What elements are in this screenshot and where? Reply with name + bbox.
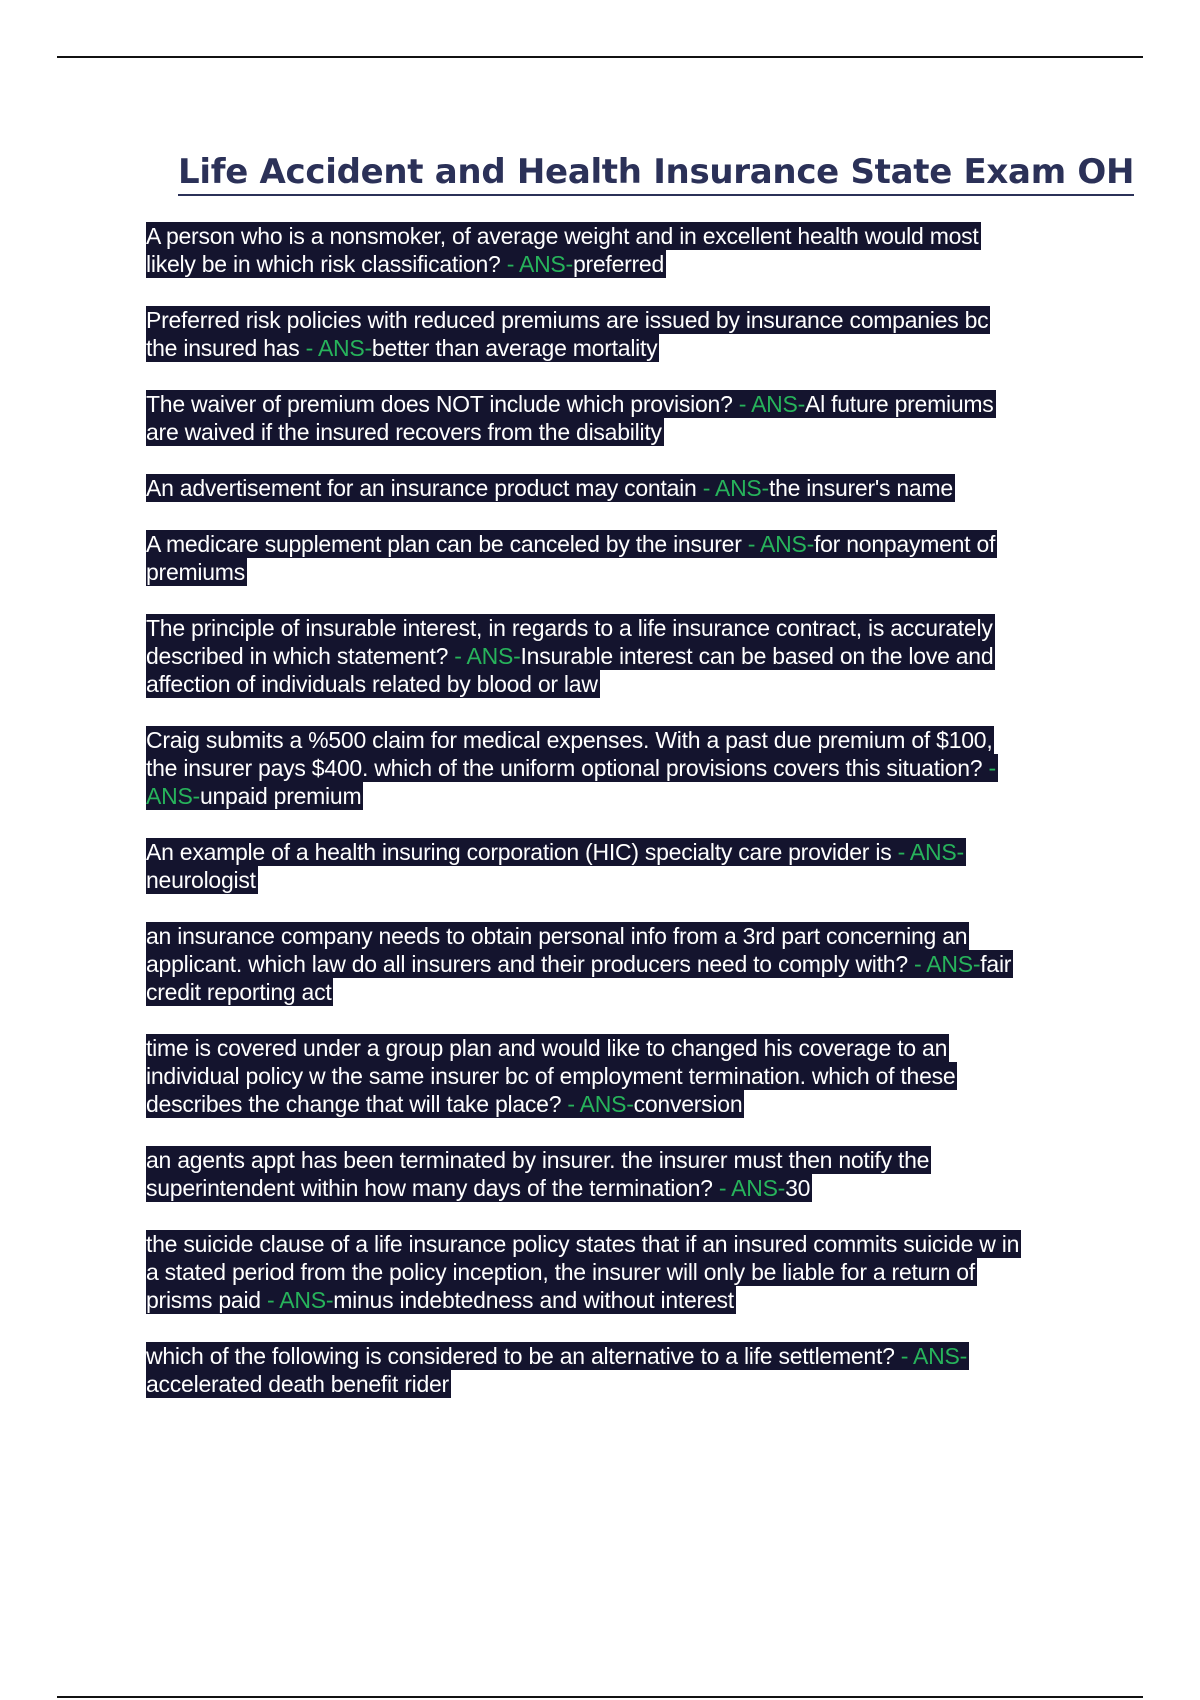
- ans-marker: - ANS-: [448, 643, 521, 669]
- question-text: individual policy w the same insurer bc of employment termination. which of these: [146, 1063, 956, 1089]
- qa-line: [146, 1342, 969, 1370]
- qa-line: [146, 670, 600, 698]
- answer-text: the insurer's name: [768, 475, 953, 501]
- qa-line: [146, 754, 998, 782]
- question-text: A medicare supplement plan can be canceled by the insurer: [146, 531, 742, 557]
- ans-marker: - ANS-: [260, 1287, 334, 1313]
- qa-item: [146, 1342, 1106, 1398]
- qa-item: [146, 1146, 1106, 1202]
- question-text: The waiver of premium does NOT include which provision?: [146, 391, 733, 417]
- question-text: the suicide clause of a life insurance policy states that if an insured commits suicide w in: [146, 1231, 1020, 1257]
- qa-line: [146, 978, 333, 1006]
- ans-marker: - ANS-: [712, 1175, 786, 1201]
- qa-line: [146, 838, 966, 866]
- question-text: which of the following is considered to be an alternative to a life settlement?: [146, 1343, 895, 1369]
- question-text: prisms paid: [146, 1287, 261, 1313]
- qa-line: [146, 1286, 736, 1314]
- qa-item: [146, 306, 1106, 362]
- qa-line: [146, 866, 258, 894]
- bottom-rule: [57, 1696, 1143, 1698]
- question-text: An example of a health insuring corporation (HIC) specialty care provider is: [146, 839, 892, 865]
- qa-line: [146, 222, 981, 250]
- question-text: described in which statement?: [146, 643, 449, 669]
- ans-marker: - ANS-: [696, 475, 769, 501]
- qa-line: [146, 530, 997, 558]
- question-text: accelerated death benefit rider: [146, 1371, 449, 1397]
- qa-line: [146, 642, 995, 670]
- question-text: the insurer pays $400. which of the uniform optional provisions covers this situation?: [146, 755, 983, 781]
- question-text: likely be in which risk classification?: [146, 251, 501, 277]
- answer-text: for nonpayment of: [814, 531, 996, 557]
- question-text: time is covered under a group plan and would like to changed his coverage to an: [146, 1035, 948, 1061]
- qa-item: [146, 922, 1106, 1006]
- ans-marker: ANS-: [146, 783, 200, 809]
- question-text: applicant. which law do all insurers and their producers need to comply with?: [146, 951, 908, 977]
- qa-item: [146, 474, 1106, 502]
- question-text: Preferred risk policies with reduced premiums are issued by insurance companies bc: [146, 307, 989, 333]
- ans-marker: - ANS-: [561, 1091, 634, 1117]
- question-text: The principle of insurable interest, in regards to a life insurance contract, is accurately: [146, 615, 993, 641]
- qa-line: [146, 1146, 931, 1174]
- qa-line: [146, 1062, 957, 1090]
- ans-marker: - ANS-: [299, 335, 372, 361]
- question-text: are waived if the insured recovers from the disability: [146, 419, 662, 445]
- qa-item: [146, 1230, 1106, 1314]
- qa-line: [146, 334, 659, 362]
- qa-item: [146, 390, 1106, 446]
- question-text: premiums: [146, 559, 245, 585]
- question-text: Craig submits a %500 claim for medical expenses. With a past due premium of $100,: [146, 727, 993, 753]
- ans-marker: - ANS-: [732, 391, 806, 417]
- answer-text: fair: [980, 951, 1012, 977]
- question-text: A person who is a nonsmoker, of average weight and in excellent health would most: [146, 223, 979, 249]
- ans-marker: - ANS-: [500, 251, 573, 277]
- qa-line: [146, 1090, 744, 1118]
- question-text: neurologist: [146, 867, 256, 893]
- qa-line: [146, 306, 990, 334]
- question-text: an agents appt has been terminated by insurer. the insurer must then notify the: [146, 1147, 930, 1173]
- qa-line: [146, 558, 247, 586]
- qa-line: [146, 782, 363, 810]
- answer-text: preferred: [572, 251, 665, 277]
- answer-text: 30: [785, 1175, 811, 1201]
- qa-line: [146, 1370, 451, 1398]
- question-text: superintendent within how many days of the termination?: [146, 1175, 713, 1201]
- qa-item: [146, 838, 1106, 894]
- ans-marker: - ANS-: [907, 951, 981, 977]
- qa-item: [146, 530, 1106, 586]
- question-text: a stated period from the policy inception, the insurer will only be liable for a return of: [146, 1259, 975, 1285]
- answer-text: Al future premiums: [805, 391, 994, 417]
- answer-text: conversion: [633, 1091, 743, 1117]
- answer-text: unpaid premium: [199, 783, 362, 809]
- answer-text: Insurable interest can be based on the love and: [520, 643, 994, 669]
- qa-line: [146, 1258, 977, 1286]
- question-text: an insurance company needs to obtain personal info from a 3rd part concerning an: [146, 923, 968, 949]
- top-rule: [57, 56, 1143, 58]
- ans-marker: - ANS-: [894, 1343, 968, 1369]
- ans-marker: - ANS-: [891, 839, 964, 865]
- qa-line: [146, 1230, 1021, 1258]
- question-text: describes the change that will take place?: [146, 1091, 562, 1117]
- qa-line: [146, 950, 1013, 978]
- answer-text: minus indebtedness and without interest: [333, 1287, 734, 1313]
- question-text: the insured has: [146, 335, 300, 361]
- qa-item: [146, 1034, 1106, 1118]
- qa-line: [146, 726, 994, 754]
- qa-item: [146, 726, 1106, 810]
- qa-line: [146, 1174, 812, 1202]
- question-text: credit reporting act: [146, 979, 332, 1005]
- ans-marker: -: [982, 755, 996, 781]
- qa-line: [146, 474, 955, 502]
- qa-line: [146, 614, 995, 642]
- qa-line: [146, 922, 969, 950]
- ans-marker: - ANS-: [741, 531, 814, 557]
- qa-line: [146, 390, 996, 418]
- qa-item: [146, 614, 1106, 698]
- answer-text: better than average mortality: [371, 335, 658, 361]
- qa-list: [146, 222, 1106, 1398]
- qa-item: [146, 222, 1106, 278]
- document-title: Life Accident and Health Insurance State Exam OH: [178, 150, 1134, 196]
- qa-line: [146, 418, 664, 446]
- question-text: An advertisement for an insurance product may contain: [146, 475, 697, 501]
- qa-line: [146, 250, 666, 278]
- qa-line: [146, 1034, 949, 1062]
- question-text: affection of individuals related by blood or law: [146, 671, 598, 697]
